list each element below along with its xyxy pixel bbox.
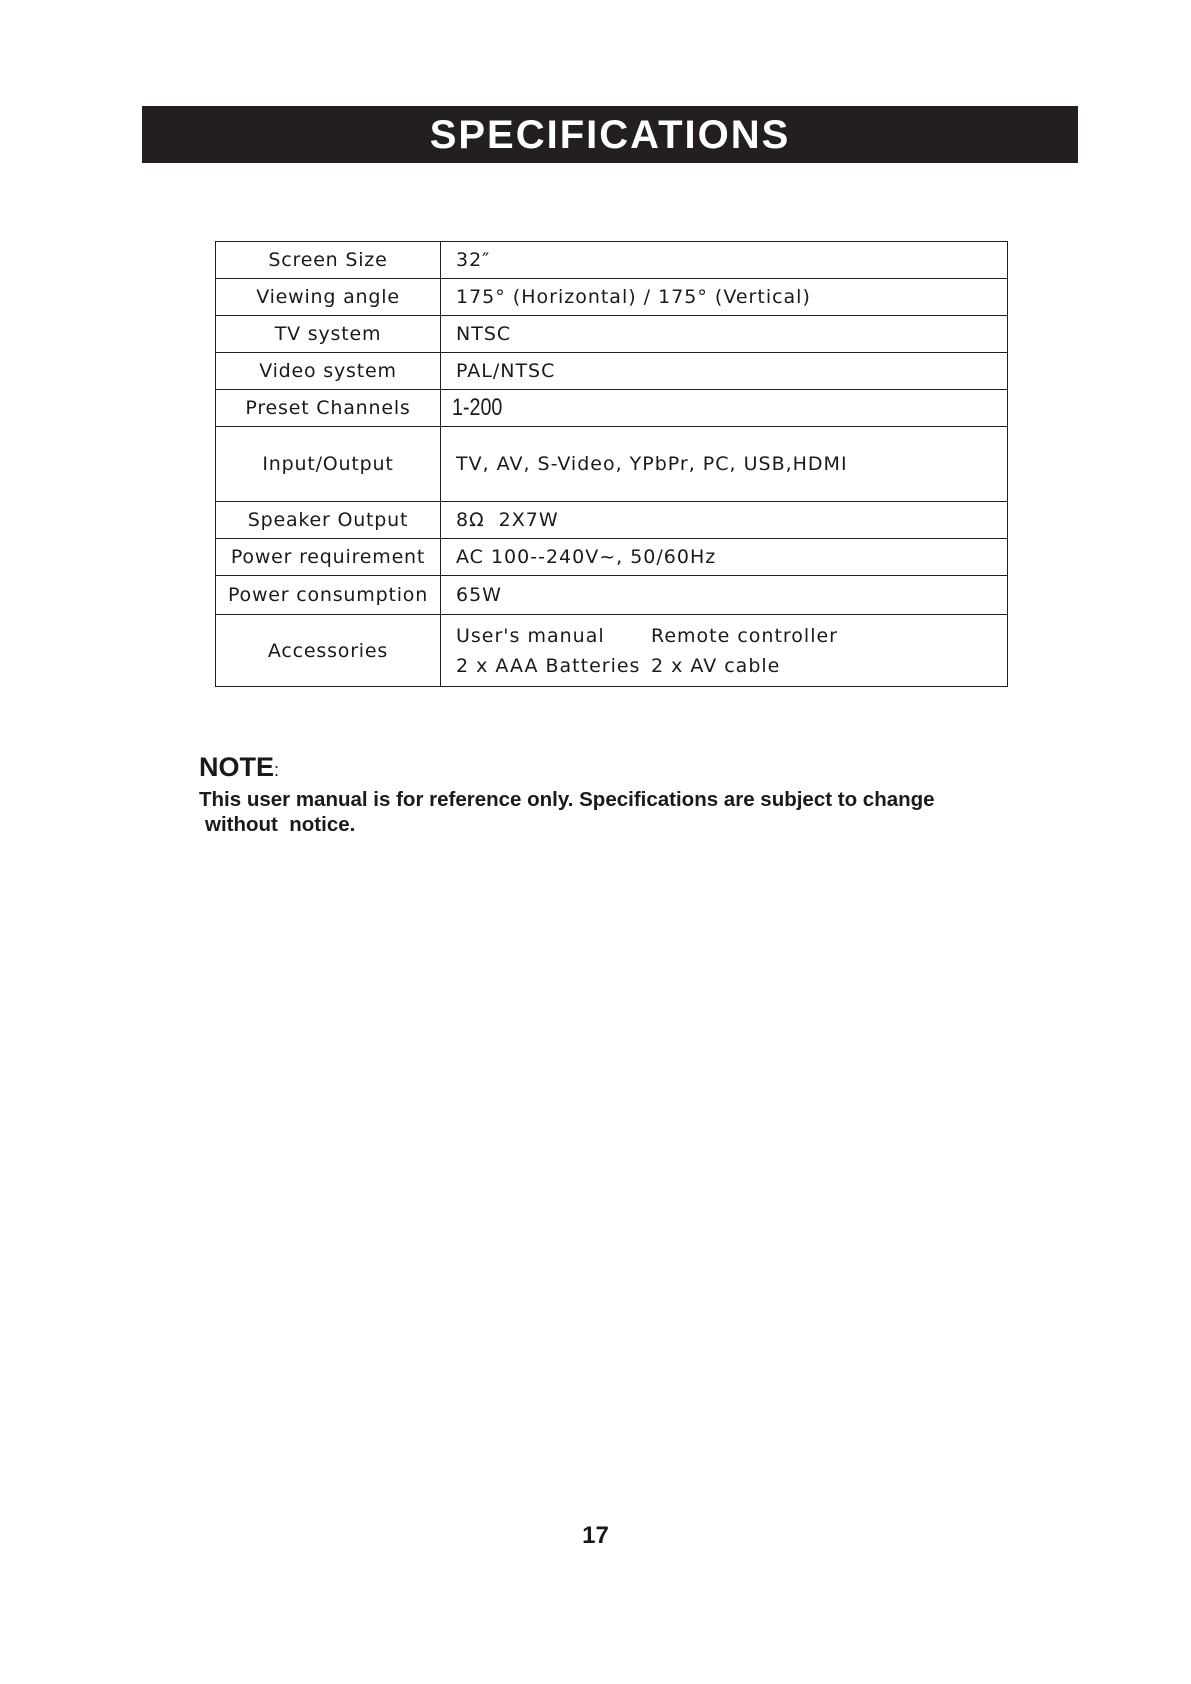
- spec-value: 175° (Horizontal) / 175° (Vertical): [441, 279, 1008, 316]
- spec-label: Preset Channels: [216, 390, 441, 427]
- table-row: [216, 576, 1008, 615]
- accessory-item: 2 x AV cable: [651, 654, 781, 677]
- spec-label: Power requirement: [216, 539, 441, 576]
- spec-label: Power consumption: [216, 576, 441, 615]
- table-row: [216, 353, 1008, 390]
- accessories-line: [456, 651, 1007, 681]
- note-colon: :: [274, 760, 280, 780]
- spec-value: TV, AV, S-Video, YPbPr, PC, USB,HDMI: [441, 427, 1008, 502]
- spec-label: Accessories: [216, 615, 441, 687]
- note-line: This user manual is for reference only. Specifications are subject to change: [199, 788, 935, 811]
- accessories-line: [456, 621, 1007, 651]
- note-text: [199, 787, 999, 837]
- spec-label: TV system: [216, 316, 441, 353]
- table-row: [216, 502, 1008, 539]
- spec-value: 1-200: [452, 394, 503, 421]
- accessory-item: Remote controller: [651, 624, 838, 647]
- accessory-item: User's manual: [456, 624, 605, 647]
- spec-label: Input/Output: [216, 427, 441, 502]
- spec-value: NTSC: [441, 316, 1008, 353]
- note-title: NOTE: [199, 752, 275, 782]
- note-line: without notice.: [205, 813, 356, 836]
- table-row: [216, 279, 1008, 316]
- spec-label: Screen Size: [216, 242, 441, 279]
- note-section: [199, 752, 999, 837]
- table-row: [216, 390, 1008, 427]
- accessory-item: 2 x AAA Batteries: [456, 654, 641, 677]
- spec-value: 65W: [441, 576, 1008, 615]
- spec-value: PAL/NTSC: [441, 353, 1008, 390]
- spec-label: Viewing angle: [216, 279, 441, 316]
- spec-value: AC 100--240V~, 50/60Hz: [441, 539, 1008, 576]
- table-row: [216, 615, 1008, 687]
- table-row: [216, 316, 1008, 353]
- page-title: SPECIFICATIONS: [429, 112, 791, 157]
- table-row: [216, 242, 1008, 279]
- page-number: 17: [582, 1522, 609, 1549]
- note-heading: [199, 752, 999, 783]
- table-row: [216, 427, 1008, 502]
- spec-value: 8Ω 2X7W: [441, 502, 1008, 539]
- spec-label: Video system: [216, 353, 441, 390]
- spec-value: 32″: [441, 242, 1008, 279]
- header-bar: [142, 106, 1078, 163]
- spec-label: Speaker Output: [216, 502, 441, 539]
- specifications-table: [215, 241, 1008, 687]
- table-row: [216, 539, 1008, 576]
- accessories-list: [441, 615, 1008, 687]
